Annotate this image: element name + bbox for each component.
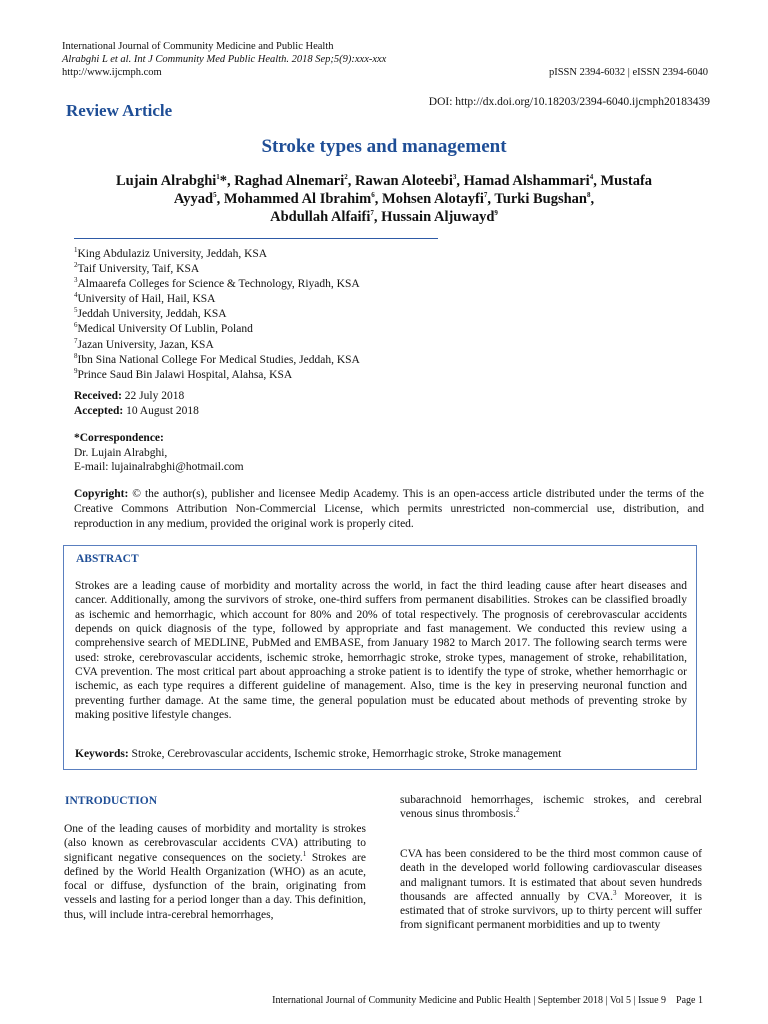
author: Ayyad (173, 191, 214, 207)
affiliation-divider (74, 238, 438, 239)
affiliation: $^5$Jeddah University, Jeddah, KSA (74, 306, 227, 321)
paper-title: Stroke types and management (261, 136, 507, 157)
affiliation: $^3$Almaarefa Colleges for Science & Technology, Riyadh, KSA (74, 276, 360, 291)
introduction-heading: INTRODUCTION (65, 795, 158, 807)
affiliation: $^9$Prince Saud Bin Jalawi Hospital, Alahsa, KSA (74, 366, 293, 381)
copyright-notice: Copyright: © the author(s), publisher and licensee Medip Academy. This is an open-access article distributed under the terms of the Creative Commons Attribution Non-Commercial License, which permits unrestricted non-commercial use, distribution, and reproduction in any medium, provided the original work is properly cited. (74, 488, 705, 531)
introduction-left-paragraph: One of the leading causes of morbidity and mortality is strokes (also known as cerebrovascular accidents CVA) attributing to significant negative consequences on the society.$^1$ Strokes are defined by the World Health Organization (WHO) as an acute, focal or diffuse, dysfunction of the brain, originating from vessels and lasting for a period longer than a day. This definition, thus, will include intra-cerebral hemorrhages, (64, 823, 366, 921)
affiliation: $^4$University of Hail, Hail, KSA (74, 291, 216, 306)
author: Abdullah Alfaifi (270, 209, 371, 225)
accepted-date: Accepted: 10 August 2018 (74, 405, 199, 417)
author: Hussain Aljuwayd (381, 209, 495, 225)
article-dates (74, 389, 199, 419)
affiliation: $^7$Jazan University, Jazan, KSA (74, 336, 214, 351)
correspondence-name: Dr. Lujain Alrabghi, (74, 446, 168, 459)
author-line-2: Ayyad$^5$, Mohammed Al Ibrahim$^6$, Mohsen Alotayfi$^7$, Turki Bugshan$^8$, (173, 191, 595, 207)
correspondence-email[interactable]: E-mail: lujainalrabghi@hotmail.com (74, 461, 244, 473)
abstract-box (63, 545, 697, 770)
introduction-right-paragraph-2: CVA has been considered to be the third most common cause of death in the developed world following cardiovascular diseases and malignant tumors. It is estimated that about seven hundreds thousands are affected annually by CVA.$^3$ Moreover, it is estimated that of stroke survivors, up to thirty percent will suffer from significant permanent morbidities and up to twenty (400, 848, 702, 932)
author-list (94, 172, 674, 226)
doi[interactable]: DOI: http://dx.doi.org/10.18203/2394-6040.ijcmph20183439 (428, 96, 710, 108)
author: Turki Bugshan (494, 191, 587, 207)
article-type: Review Article (66, 101, 173, 120)
citation: Alrabghi L et al. Int J Community Med Public Health. 2018 Sep;5(9):xxx-xxx (62, 54, 387, 65)
keywords: Keywords: Stroke, Cerebrovascular accidents, Ischemic stroke, Hemorrhagic stroke, Stroke management (75, 748, 562, 760)
running-header (62, 40, 482, 79)
journal-url[interactable]: http://www.ijcmph.com (62, 67, 162, 78)
introduction-right-paragraph-1: subarachnoid hemorrhages, ischemic strokes, and cerebral venous sinus thrombosis.$^2$ (400, 794, 702, 821)
author-line-1: Lujain Alrabghi$^1$*, Raghad Alnemari$^2$, Rawan Aloteebi$^3$, Hamad Alshammari$^4$, Mustafa (115, 173, 653, 189)
author: Raghad Alnemari (234, 173, 345, 189)
author: Lujain Alrabghi (115, 173, 217, 189)
received-date: Received: 22 July 2018 (74, 390, 185, 402)
author: Hamad Alshammari (463, 173, 590, 189)
author-line-3: Abdullah Alfaifi$^7$, Hussain Aljuwayd$^9$ (270, 209, 498, 225)
correspondence (74, 431, 244, 475)
affiliation: $^2$Taif University, Taif, KSA (74, 261, 200, 276)
abstract-text: Strokes are a leading cause of morbidity and mortality across the world, in fact the third leading cause after heart diseases and cancer. Additionally, among the survivors of stroke, one-third suffers from permanent disabilities. Strokes can be classified broadly as ischemic and hemorrhagic, which account for 80% and 20% of total respectively. The prognosis of cerebrovascular accidents depends on quick diagnosis of the type, followed by appropriate and fast management. We conducted this review using a comprehensive search of MEDLINE, PubMed and EMBASE, from January 1982 to March 2017. The following search terms were used: stroke, cerebrovascular accidents, ischemic stroke, hemorrhagic stroke, stroke types, management of stroke, rehabilitation, CVA prevention. The most critical part about approaching a stroke patient is to identify the type of stroke, whether hemorrhagic or ischemic, as each type requires a different guideline of management. Also, time is the key in preserving neuronal function and preventing further damage. At the same time, the general population must be educated about methods of preventing stroke by making positive lifestyle changes. (75, 580, 687, 722)
correspondence-label: *Correspondence: (74, 432, 164, 444)
affiliation: $^1$King Abdulaziz University, Jeddah, KSA (74, 246, 268, 260)
affiliation: $^8$Ibn Sina National College For Medical Studies, Jeddah, KSA (74, 351, 360, 366)
affiliation: $^6$Medical University Of Lublin, Poland (74, 321, 253, 336)
issn: pISSN 2394-6032 | eISSN 2394-6040 (548, 67, 708, 78)
author: Rawan Aloteebi (355, 173, 453, 189)
page-footer: International Journal of Community Medicine and Public Health | September 2018 | Vol 5 | Issue 9 Page 1 (272, 995, 703, 1006)
journal-name: International Journal of Community Medicine and Public Health (62, 41, 334, 52)
abstract-heading: ABSTRACT (76, 553, 139, 565)
author: Mohammed Al Ibrahim (223, 191, 372, 207)
affiliation-list (74, 247, 360, 383)
author: Mohsen Alotayfi (382, 191, 484, 207)
